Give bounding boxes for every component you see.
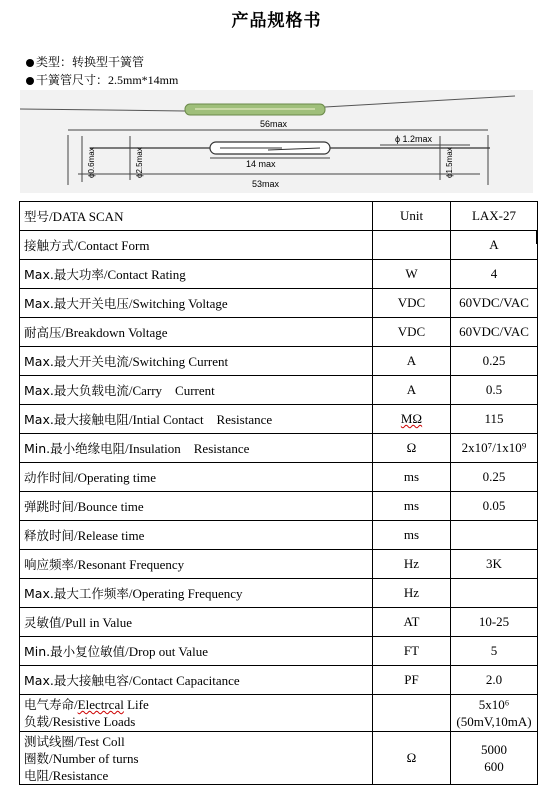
table-row [20, 666, 538, 695]
table-row [20, 347, 538, 376]
table-row [20, 492, 538, 521]
dim-1-5-label: ϕ1.5max [445, 147, 454, 178]
bullet-dot-icon [26, 59, 34, 67]
table-header-row [20, 202, 538, 231]
param-name: 接触方式/Contact Form [20, 231, 373, 260]
param-unit: MΩ [373, 405, 451, 434]
bullet-value: 2.5mm*14mm [108, 73, 179, 87]
header-value: LAX-27 [451, 202, 538, 231]
param-value: 4 [451, 260, 538, 289]
param-value: 60VDC/VAC [451, 318, 538, 347]
param-value: 0.25 [451, 347, 538, 376]
param-name: Max.最大开关电流/Switching Current [20, 347, 373, 376]
reed-switch-drawing [20, 90, 533, 193]
param-value: 5000 600 [451, 732, 538, 785]
param-unit: A [373, 347, 451, 376]
param-value: 2.0 [451, 666, 538, 695]
param-unit: VDC [373, 289, 451, 318]
param-unit: VDC [373, 318, 451, 347]
table-row [20, 318, 538, 347]
param-name: Max.最大开关电压/Switching Voltage [20, 289, 373, 318]
dim-2-5-label: ϕ2.5max [135, 147, 144, 178]
param-value: 60VDC/VAC [451, 289, 538, 318]
spec-table [19, 201, 538, 785]
param-unit: W [373, 260, 451, 289]
table-row [20, 637, 538, 666]
param-unit: Ω [373, 434, 451, 463]
param-unit: ms [373, 492, 451, 521]
param-name: 释放时间/Release time [20, 521, 373, 550]
dim-53-label: 53max [252, 179, 280, 189]
dim-14-label: 14 max [246, 159, 276, 169]
param-unit: Hz [373, 579, 451, 608]
param-value: A [451, 231, 538, 260]
param-name: 耐高压/Breakdown Voltage [20, 318, 373, 347]
param-value: 0.05 [451, 492, 538, 521]
param-unit [373, 695, 451, 732]
param-name: 电气寿命/Electrcal Life 负载/Resistive Loads [20, 695, 373, 732]
param-name: 动作时间/Operating time [20, 463, 373, 492]
table-row [20, 405, 538, 434]
param-unit: ms [373, 463, 451, 492]
bullet-type [26, 53, 144, 70]
table-row [20, 231, 538, 260]
param-value: 2x10⁷/1x10⁹ [451, 434, 538, 463]
param-name: Max.最大接触电容/Contact Capacitance [20, 666, 373, 695]
param-unit: Hz [373, 550, 451, 579]
table-row [20, 376, 538, 405]
param-unit: A [373, 376, 451, 405]
table-row [20, 521, 538, 550]
header-unit: Unit [373, 202, 451, 231]
param-unit: PF [373, 666, 451, 695]
table-row [20, 579, 538, 608]
spec-rows [20, 231, 538, 785]
dim-56-label: 56max [260, 119, 288, 129]
dim-0-6-label: ϕ0.6max [87, 147, 96, 178]
table-row-coil [20, 732, 538, 785]
table-row-life [20, 695, 538, 732]
param-unit: Ω [373, 732, 451, 785]
param-name: Max.最大负载电流/Carry Current [20, 376, 373, 405]
table-row [20, 608, 538, 637]
bullet-label: 类型： [36, 55, 73, 69]
table-row [20, 434, 538, 463]
param-unit: AT [373, 608, 451, 637]
bullet-value: 转换型干簧管 [72, 55, 145, 69]
table-row [20, 289, 538, 318]
bullet-size [26, 71, 178, 88]
page-title: 产品规格书 [231, 11, 322, 31]
param-name: Max.最大接触电阻/Intial Contact Resistance [20, 405, 373, 434]
param-name: 灵敏值/Pull in Value [20, 608, 373, 637]
param-value [451, 521, 538, 550]
param-value: 3K [451, 550, 538, 579]
param-name: Min.最小绝缘电阻/Insulation Resistance [20, 434, 373, 463]
param-value: 10-25 [451, 608, 538, 637]
param-value: 5 [451, 637, 538, 666]
text-cursor-mark [536, 230, 537, 244]
param-value: 115 [451, 405, 538, 434]
table-row [20, 260, 538, 289]
param-unit: ms [373, 521, 451, 550]
param-value [451, 579, 538, 608]
bullet-label: 干簧管尺寸： [36, 73, 109, 87]
param-unit [373, 231, 451, 260]
table-row [20, 463, 538, 492]
param-value: 0.25 [451, 463, 538, 492]
bullet-dot-icon [26, 77, 34, 85]
param-name: Min.最小复位敏值/Drop out Value [20, 637, 373, 666]
table-row [20, 550, 538, 579]
param-value: 5x10⁶ (50mV,10mA) [451, 695, 538, 732]
param-name: Max.最大功率/Contact Rating [20, 260, 373, 289]
param-name: 测试线圈/Test Coll 圈数/Number of turns 电阻/Resistance [20, 732, 373, 785]
param-name: 响应频率/Resonant Frequency [20, 550, 373, 579]
header-name: 型号/DATA SCAN [20, 202, 373, 231]
param-name: Max.最大工作频率/Operating Frequency [20, 579, 373, 608]
param-value: 0.5 [451, 376, 538, 405]
param-name: 弹跳时间/Bounce time [20, 492, 373, 521]
dim-1-2-label: ϕ 1.2max [395, 134, 433, 144]
param-unit: FT [373, 637, 451, 666]
